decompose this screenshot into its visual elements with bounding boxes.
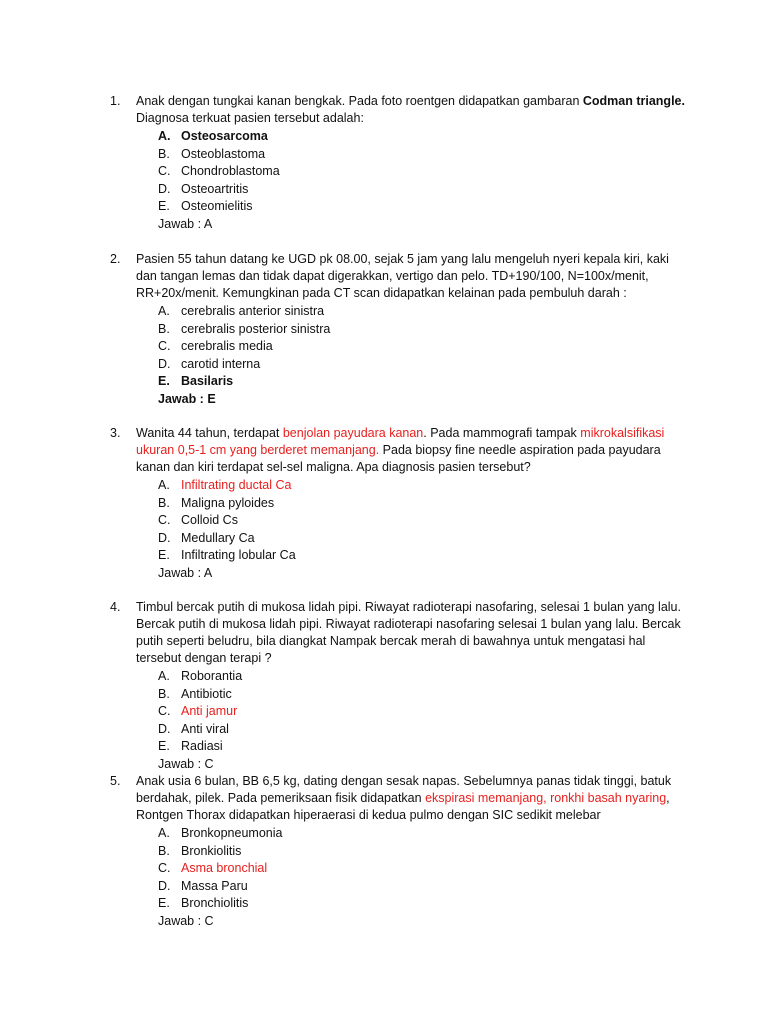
question-4 (110, 599, 690, 773)
option-c: C. Colloid Cs (158, 513, 238, 528)
option-c: C. Anti jamur (158, 704, 238, 719)
question-text: Wanita 44 tahun, terdapat benjolan payudara kanan. Pada mammografi tampak mikrokalsifikasi ukuran 0,5-1 cm yang berderet memanjang. Pada biopsy fine needle aspiration pada payudara kanan dan kiri terdapat sel-sel maligna. Apa diagnosis pasien tersebut? (136, 426, 665, 474)
question-2 (110, 251, 690, 408)
options-list (158, 825, 690, 913)
question-text: Pasien 55 tahun datang ke UGD pk 08.00, sejak 5 jam yang lalu mengeluh nyeri kepala kiri, kaki dan tangan lemas dan tidak dapat digerakkan, vertigo dan pelo. TD+190/100, N=100x/menit, RR+20x/menit. Kemungkinan pada CT scan didapatkan kelainan pada pembuluh darah : (136, 252, 669, 300)
question-number: 5. (110, 774, 121, 788)
answer: Jawab : A (158, 216, 213, 231)
question-number: 4. (110, 600, 121, 614)
answer: Jawab : C (158, 913, 214, 928)
options-list (158, 303, 690, 391)
option-d: D. Massa Paru (158, 878, 248, 893)
options-list (158, 668, 690, 756)
question-3 (110, 425, 690, 582)
option-d: D. carotid interna (158, 356, 261, 371)
question-number: 3. (110, 426, 121, 440)
question-1 (110, 93, 690, 233)
option-a: A. Roborantia (158, 669, 243, 683)
question-text: Anak usia 6 bulan, BB 6,5 kg, dating dengan sesak napas. Sebelumnya panas tidak tinggi, batuk berdahak, pilek. Pada pemeriksaan fisik didapatkan ekspirasi memanjang, ronkhi basah nyaring, Rontgen Thorax didapatkan hiperaerasi di kedua pulmo dengan SIC sedikit melebar (136, 774, 672, 822)
question-5 (110, 773, 690, 930)
option-a: A. Infiltrating ductal Ca (158, 478, 292, 492)
answer: Jawab : C (158, 756, 214, 771)
option-b: B. Osteoblastoma (158, 146, 266, 161)
option-a: A. cerebralis anterior sinistra (158, 304, 325, 318)
option-d: D. Osteoartritis (158, 181, 249, 196)
option-b: B. Antibiotic (158, 686, 232, 701)
option-d: D. Anti viral (158, 721, 229, 736)
option-c: C. Asma bronchial (158, 861, 268, 876)
question-text: Anak dengan tungkai kanan bengkak. Pada foto roentgen didapatkan gambaran Codman triangle. Diagnosa terkuat pasien tersebut adalah: (136, 94, 685, 125)
option-e: E. Osteomielitis (158, 199, 253, 214)
question-text: Timbul bercak putih di mukosa lidah pipi. Riwayat radioterapi nasofaring, selesai 1 bulan yang lalu. Bercak putih di mukosa lidah pipi. Riwayat radioterapi nasofaring selesai 1 bulan yang lalu. Bercak putih seperti beludru, bila diangkat Nampak bercak merah di bawahnya untuk mengatasi hal tersebut dengan terapi ? (136, 600, 681, 665)
options-list (158, 128, 690, 216)
answer: Jawab : E (158, 391, 216, 406)
option-b: B. Bronkiolitis (158, 843, 242, 858)
options-list (158, 477, 690, 565)
option-e: E. Bronchiolitis (158, 896, 249, 911)
option-a: A. Bronkopneumonia (158, 826, 283, 840)
question-number: 2. (110, 252, 121, 266)
question-number: 1. (110, 94, 121, 108)
answer: Jawab : A (158, 565, 213, 580)
option-b: B. cerebralis posterior sinistra (158, 321, 331, 336)
option-a: A. Osteosarcoma (158, 129, 268, 143)
option-c: C. Chondroblastoma (158, 164, 280, 179)
option-e: E. Basilaris (158, 374, 234, 389)
option-c: C. cerebralis media (158, 339, 273, 354)
option-d: D. Medullary Ca (158, 530, 255, 545)
option-e: E. Radiasi (158, 739, 223, 754)
option-e: E. Infiltrating lobular Ca (158, 548, 296, 563)
option-b: B. Maligna pyloides (158, 495, 275, 510)
